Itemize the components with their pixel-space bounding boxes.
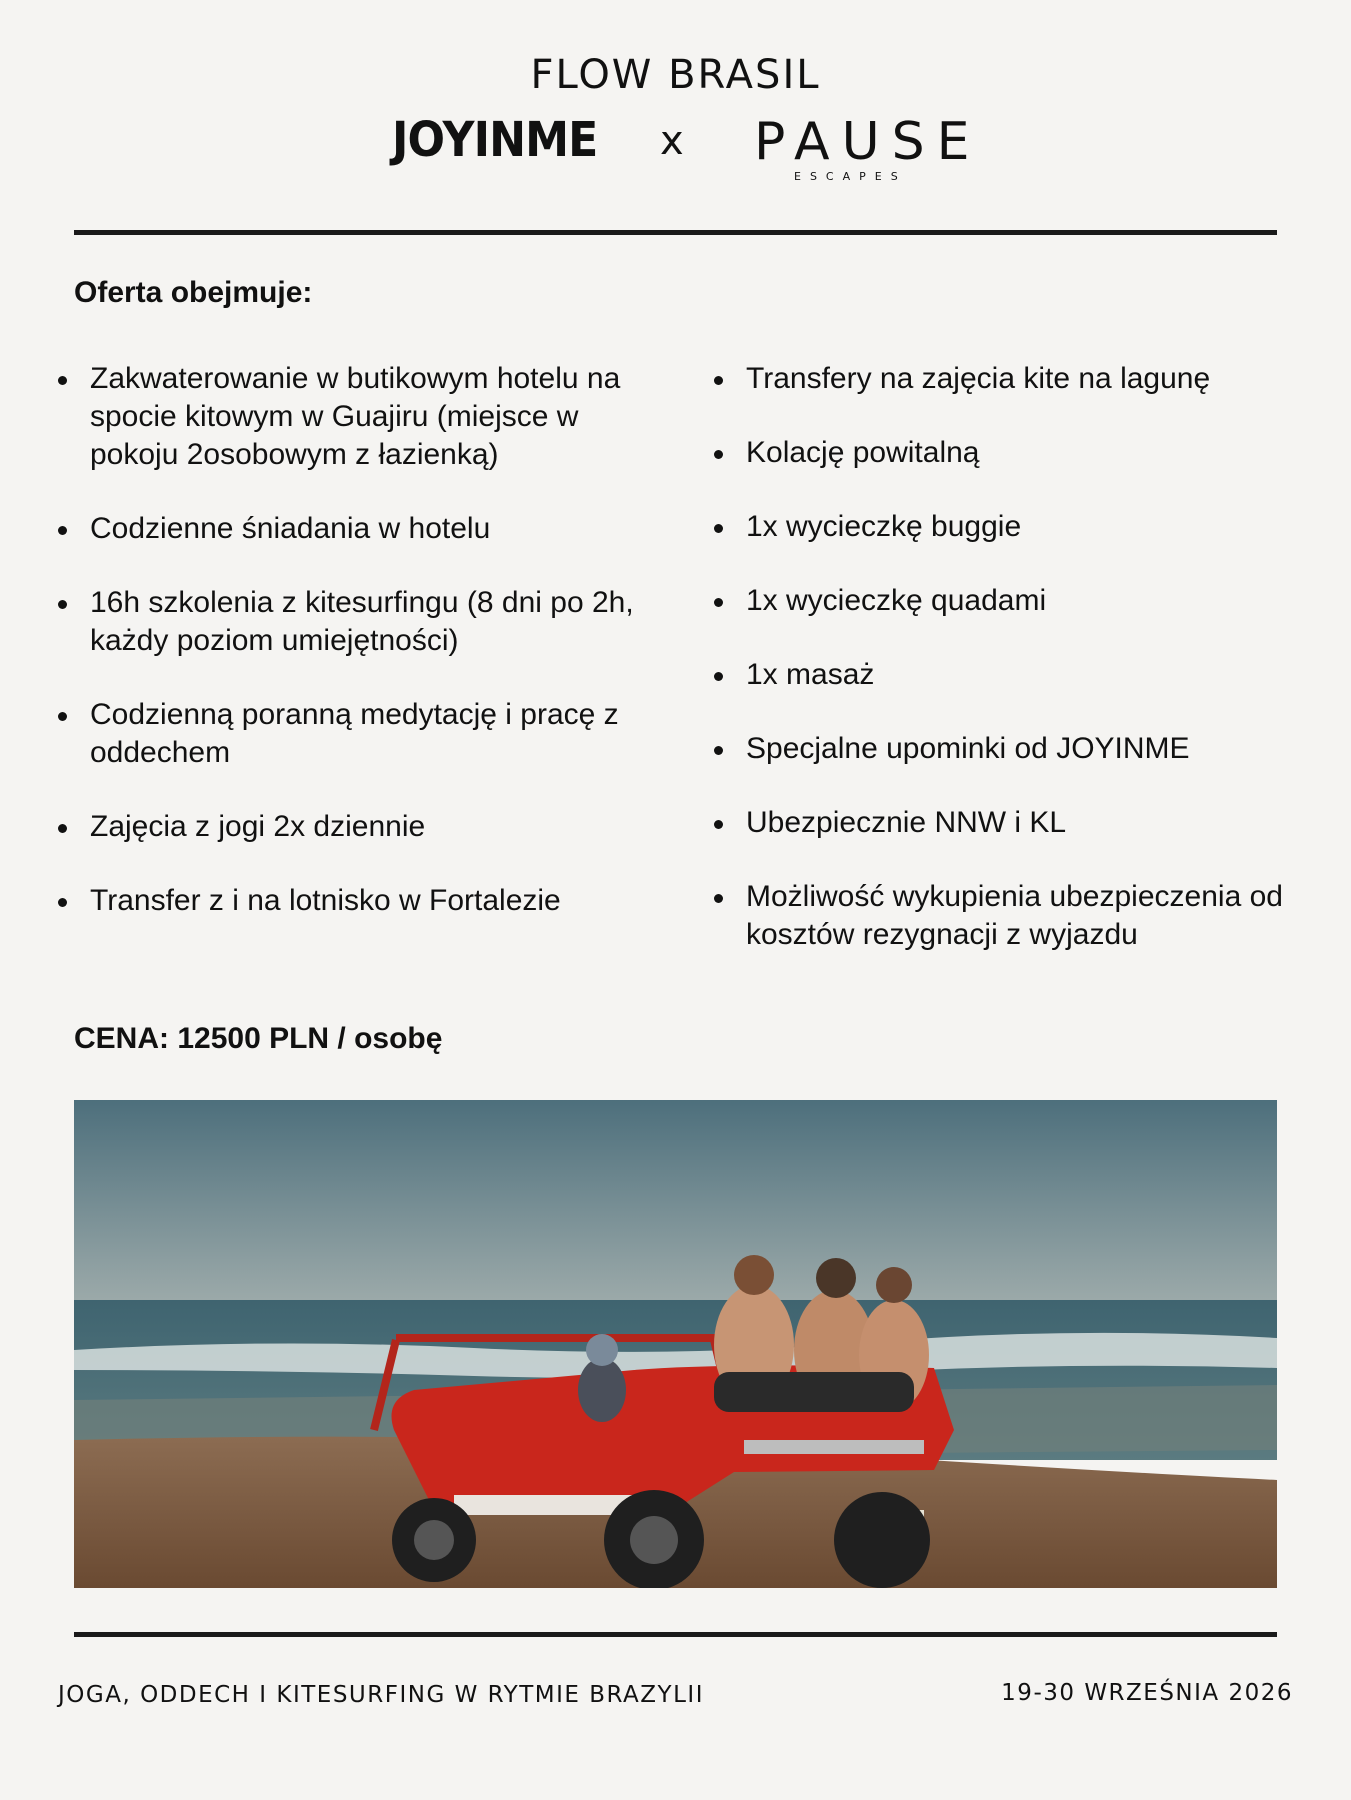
list-item <box>706 656 1326 694</box>
list-item <box>706 582 1326 620</box>
bullet-icon <box>714 450 723 459</box>
offer-heading: Oferta obejmuje: <box>74 276 313 309</box>
list-item-text: 16h szkolenia z kitesurfingu (8 dni po 2h, każdy poziom umiejętności) <box>90 586 634 657</box>
list-item-text: 1x masaż <box>746 658 875 691</box>
list-item-text: Możliwość wykupienia ubezpieczenia od kosztów rezygnacji z wyjazdu <box>746 880 1283 951</box>
list-item-text: Transfer z i na lotnisko w Fortalezie <box>90 884 561 917</box>
list-item-text: Codzienną poranną medytację i pracę z oddechem <box>90 698 619 769</box>
bullet-icon <box>58 526 67 535</box>
rear-bumper <box>744 1440 924 1454</box>
top-divider <box>74 230 1277 235</box>
bullet-icon <box>714 820 723 829</box>
joyinme-logo: JOYINME <box>392 112 598 168</box>
list-item <box>50 808 670 846</box>
bullet-icon <box>714 524 723 533</box>
bullet-icon <box>714 598 723 607</box>
list-item-text: 1x wycieczkę quadami <box>746 584 1047 617</box>
offer-list-left <box>50 360 670 956</box>
bullet-icon <box>58 712 67 721</box>
list-item <box>50 696 650 772</box>
brand-separator: x <box>660 118 684 164</box>
list-item <box>50 882 670 920</box>
list-item-text: Kolację powitalną <box>746 436 980 469</box>
list-item <box>706 360 1326 398</box>
bullet-icon <box>58 898 67 907</box>
footer-dates: 19-30 WRZEŚNIA 2026 <box>1001 1680 1293 1706</box>
sky <box>74 1100 1277 1330</box>
page-title: FLOW BRASIL <box>530 52 821 98</box>
beach-buggy-illustration <box>74 1100 1277 1588</box>
list-item-text: Zakwaterowanie w butikowym hotelu na spocie kitowym w Guajiru (miejsce w pokoju 2osobowym z łazienką) <box>90 362 621 471</box>
bullet-icon <box>714 894 723 903</box>
bullet-icon <box>714 746 723 755</box>
bottom-divider <box>74 1632 1277 1637</box>
rear-wheel-right <box>834 1492 930 1588</box>
driver <box>578 1358 626 1422</box>
pause-logo-subtitle: ESCAPES <box>794 170 907 183</box>
list-item-text: Ubezpiecznie NNW i KL <box>746 806 1067 839</box>
footer-tagline: JOGA, ODDECH I KITESURFING W RYTMIE BRAZYLII <box>58 1682 704 1708</box>
bullet-icon <box>714 376 723 385</box>
list-item-text: Transfery na zajęcia kite na lagunę <box>746 362 1211 395</box>
offer-list-right <box>706 360 1326 990</box>
list-item-text: Specjalne upominki od JOYINME <box>746 732 1190 765</box>
list-item <box>50 510 670 548</box>
list-item-text: Zajęcia z jogi 2x dziennie <box>90 810 426 843</box>
list-item <box>706 804 1326 842</box>
brand-row <box>0 112 1351 192</box>
price-label: CENA: 12500 PLN / osobę <box>74 1022 443 1055</box>
list-item <box>706 508 1326 546</box>
list-item <box>706 434 1326 472</box>
beach-buggy-photo <box>74 1100 1277 1588</box>
bullet-icon <box>714 672 723 681</box>
bullet-icon <box>58 824 67 833</box>
list-item <box>50 360 650 474</box>
pause-logo: PAUSE <box>754 112 982 172</box>
list-item-text: Codzienne śniadania w hotelu <box>90 512 491 545</box>
list-item <box>706 878 1346 954</box>
list-item <box>50 584 650 660</box>
bullet-icon <box>58 376 67 385</box>
list-item-text: 1x wycieczkę buggie <box>746 510 1022 543</box>
list-item <box>706 730 1326 768</box>
roll-bar <box>396 1334 716 1342</box>
bullet-icon <box>58 600 67 609</box>
